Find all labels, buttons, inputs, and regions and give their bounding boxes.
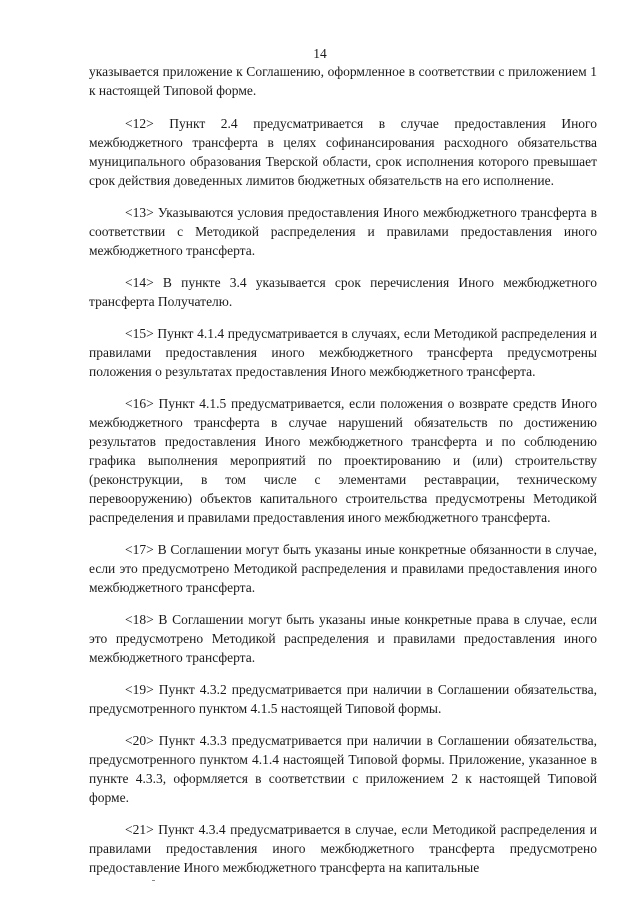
footnote-12: <12> Пункт 2.4 предусматривается в случае предоставления Иного межбюджетного трансферта в целях софинансирования расходного обязательства муниципального образования Тверской области, срок исполнения которого превышает срок действия доведенных лимитов бюджетных обязательств на его исполнение. xyxy=(89,116,597,188)
document-body xyxy=(89,62,597,877)
footnote-19: <19> Пункт 4.3.2 предусматривается при наличии в Соглашении обязательства, предусмотренного пунктом 4.1.5 настоящей Типовой формы. xyxy=(89,682,597,716)
scan-speck xyxy=(152,880,155,881)
footnote-21: <21> Пункт 4.3.4 предусматривается в случае, если Методикой распределения и правилами предоставления иного межбюджетного трансферта предусмотрено предоставление Иного межбюджетного трансферта на капитальные xyxy=(89,822,597,875)
page-number: 14 xyxy=(313,46,327,61)
footnote-18: <18> В Соглашении могут быть указаны иные конкретные права в случае, если это предусмотрено Методикой распределения и правилами предоставления иного межбюджетного трансферта. xyxy=(89,612,597,665)
footnote-17: <17> В Соглашении могут быть указаны иные конкретные обязанности в случае, если это предусмотрено Методикой распределения и правилами предоставления иного межбюджетного трансферта. xyxy=(89,542,597,595)
paragraph-continuation: указывается приложение к Соглашению, оформленное в соответствии с приложением 1 к настоящей Типовой форме. xyxy=(89,64,597,98)
footnote-14: <14> В пункте 3.4 указывается срок перечисления Иного межбюджетного трансферта Получателю. xyxy=(89,275,597,309)
footnote-15: <15> Пункт 4.1.4 предусматривается в случаях, если Методикой распределения и правилами предоставления иного межбюджетного трансферта предусмотрены положения о результатах предоставления Иного межбюджетного трансферта. xyxy=(89,326,597,379)
footnote-13: <13> Указываются условия предоставления Иного межбюджетного трансферта в соответствии с Методикой распределения и правилами предоставления иного межбюджетного трансферта. xyxy=(89,205,597,258)
footnote-20: <20> Пункт 4.3.3 предусматривается при наличии в Соглашении обязательства, предусмотренного пунктом 4.1.4 настоящей Типовой формы. Приложение, указанное в пункте 4.3.3, оформляется в соответствии с приложением 2 к настоящей Типовой форме. xyxy=(89,733,597,805)
footnote-16: <16> Пункт 4.1.5 предусматривается, если положения о возврате средств Иного межбюджетного трансферта в случае нарушений обязательств по достижению результатов предоставления Иного межбюджетного трансферта и по соблюдению графика выполнения мероприятий по проектированию и (или) строительству (реконструкции, в том числе с элементами реставрации, техническому перевооружению) объектов капитального строительства предусмотрены Методикой распределения и правилами предоставления иного межбюджетного трансферта. xyxy=(89,396,597,525)
